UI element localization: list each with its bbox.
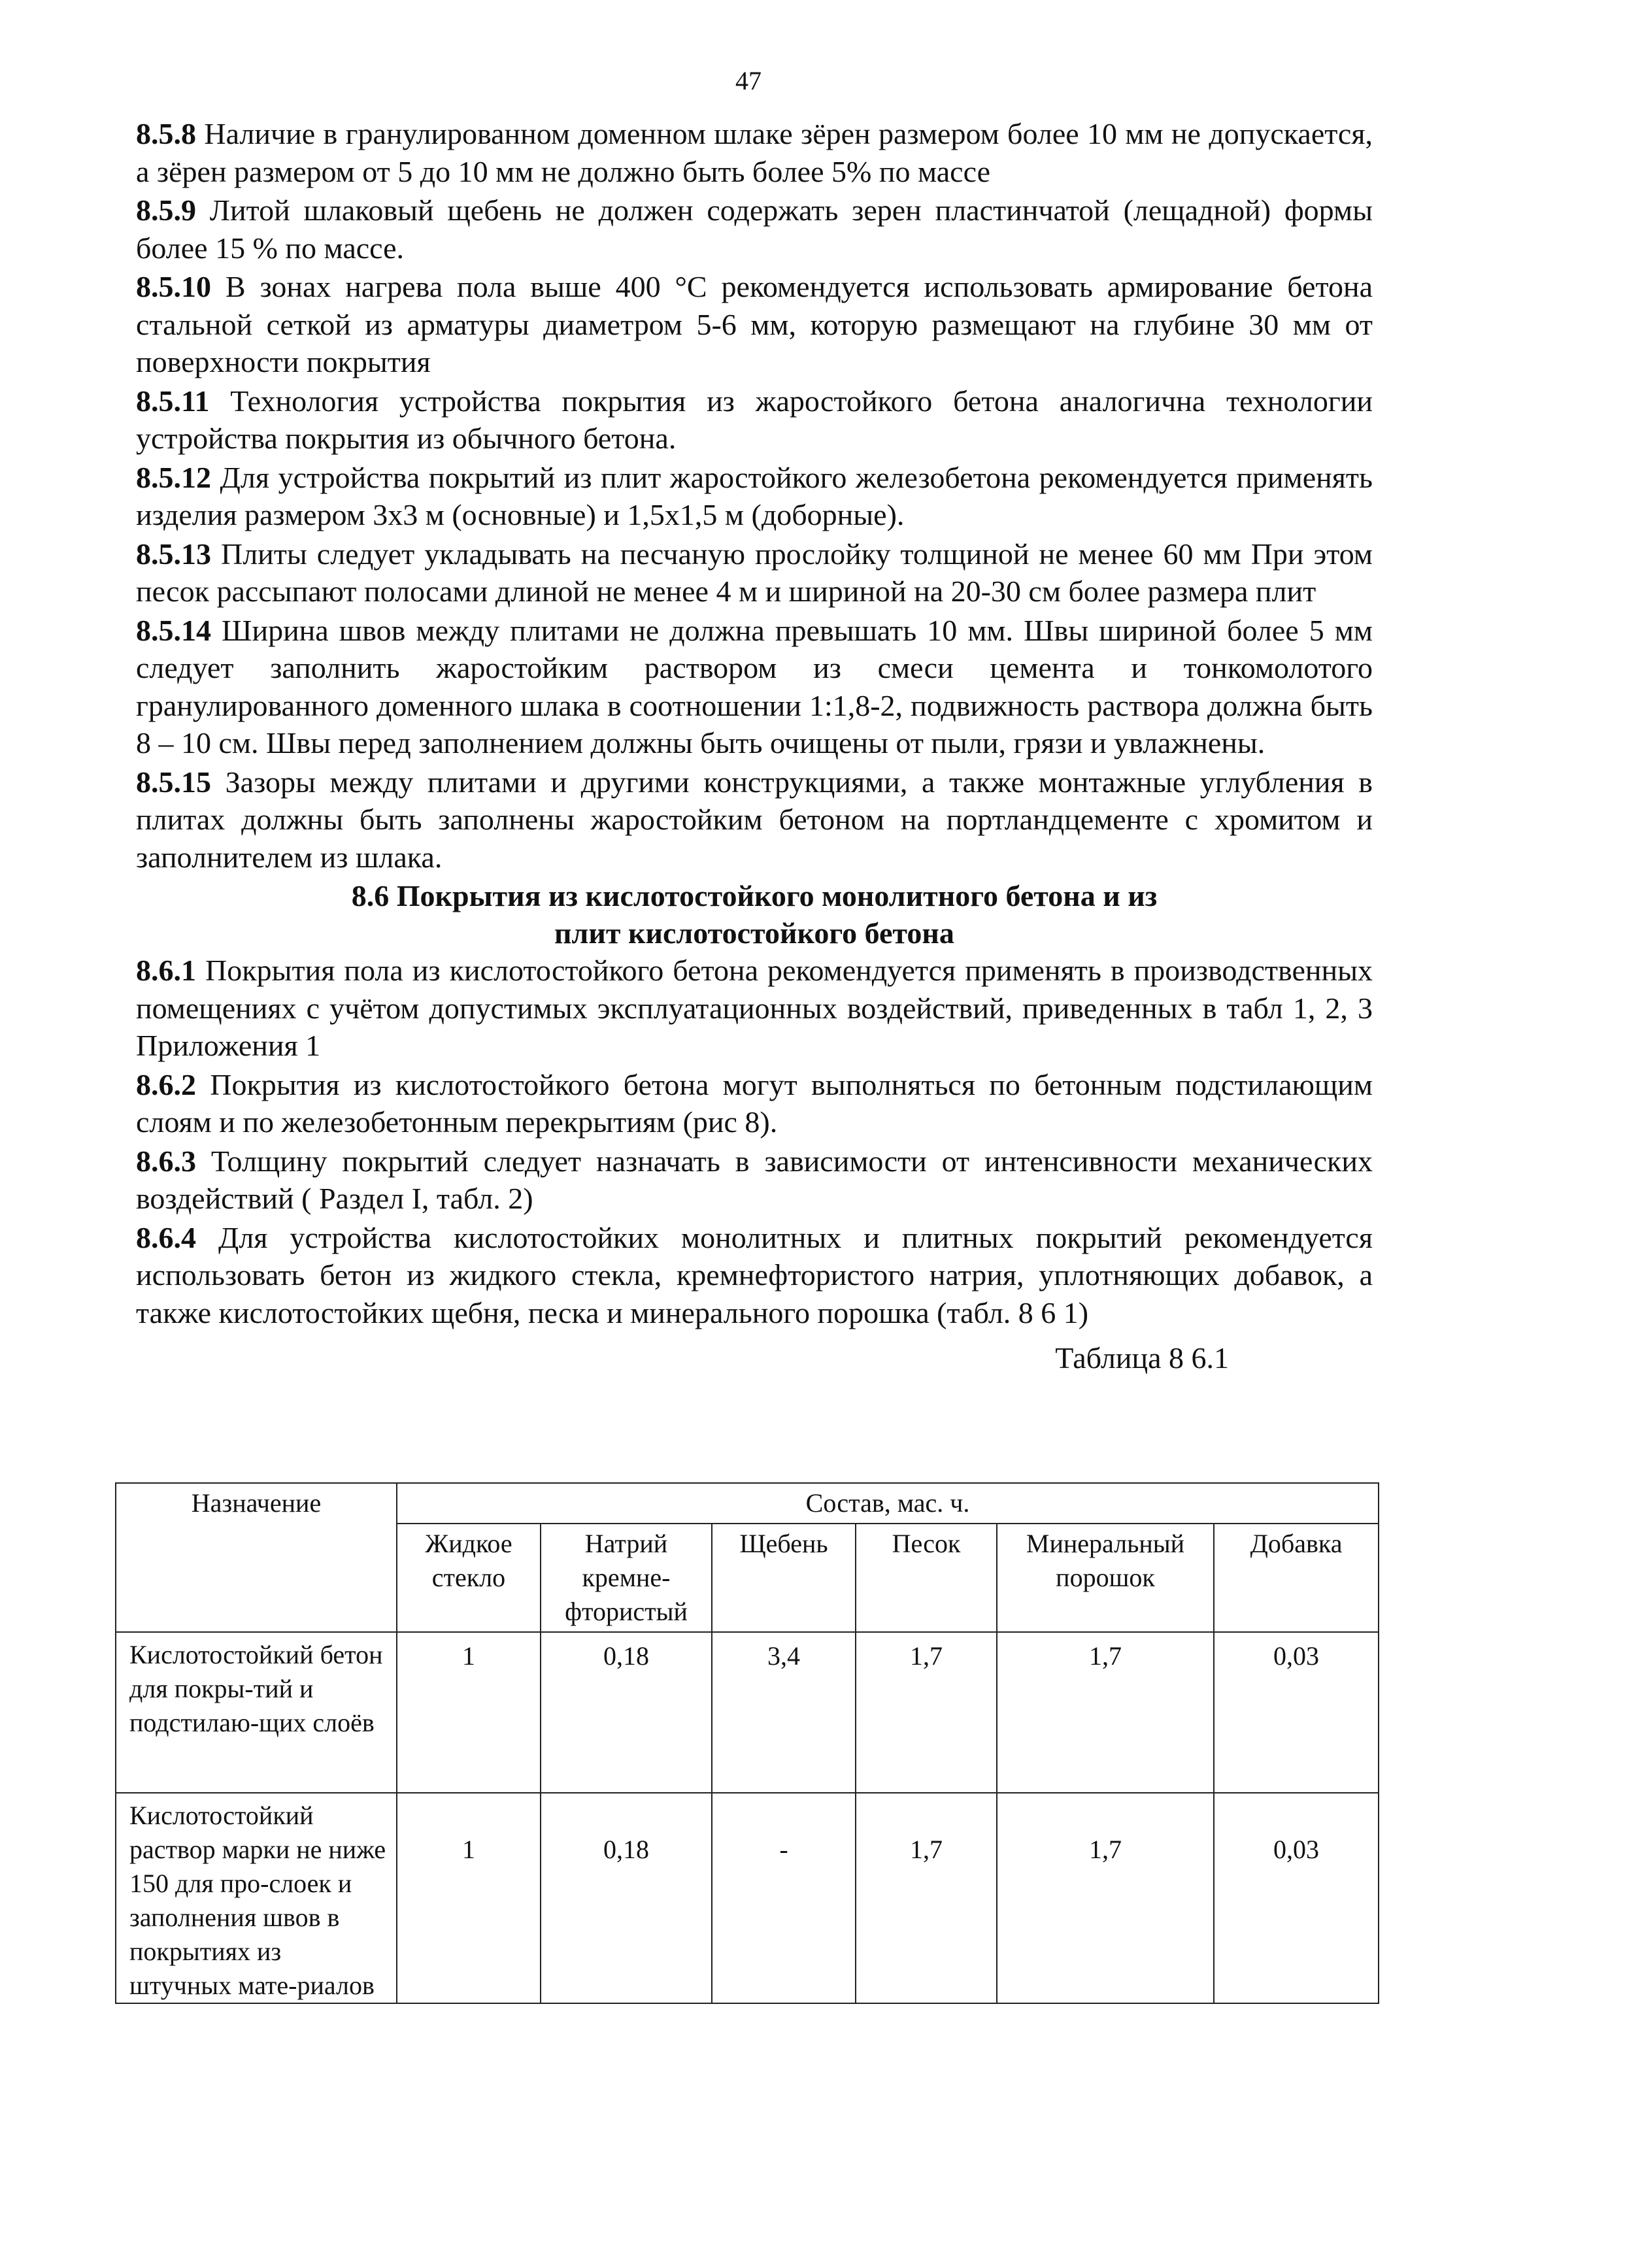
paragraph-8-5-10: 8.5.10 В зонах нагрева пола выше 400 °С рекомендуется использовать армирование бетона стальной сеткой из арматуры диаметром 5-6 мм, которую размещают на глубине 30 мм от поверхности покрытия (136, 270, 1373, 378)
table-header-col: Жидкое стекло (397, 1524, 541, 1632)
table-header-col: Минеральный порошок (997, 1524, 1214, 1632)
table-cell: 1 (397, 1793, 541, 2003)
table-cell-name: Кислотостойкий раствор марки не ниже 150 для про-слоек и заполнения швов в покрытиях из штучных мате-риалов (116, 1793, 397, 2003)
table-header-col: Песок (856, 1524, 997, 1632)
paragraph-8-6-2: 8.6.2 Покрытия из кислотостойкого бетона могут выполняться по бетонным подстилающим слоям и по железобетонным перекрытиям (рис 8). (136, 1067, 1373, 1139)
section-heading-line2: плит кислотостойкого бетона (554, 916, 954, 950)
paragraph-8-5-12: 8.5.12 Для устройства покрытий из плит жаростойкого железобетона рекомендуется применять изделия размером 3х3 м (основные) и 1,5х1,5 м (доборные). (136, 460, 1373, 531)
paragraph-8-5-11: 8.5.11 Технология устройства покрытия из жаростойкого бетона аналогична технологии устройства покрытия из обычного бетона. (136, 384, 1373, 455)
table-header-col: Натрий кремне-фтористый (541, 1524, 712, 1632)
document-body (136, 115, 1373, 1377)
table-cell: 1,7 (997, 1793, 1214, 2003)
paragraph-8-6-3: 8.6.3 Толщину покрытий следует назначать в зависимости от интенсивности механических воздействий ( Раздел I, табл. 2) (136, 1144, 1373, 1215)
table-cell: 1,7 (856, 1793, 997, 2003)
composition-table (115, 1482, 1379, 2004)
table-cell: 0,18 (541, 1632, 712, 1793)
paragraph-8-5-8: 8.5.8 Наличие в гранулированном доменном шлаке зёрен размером более 10 мм не допускается, а зёрен размером от 5 до 10 мм не должно быть более 5% по массе (136, 117, 1373, 188)
table-cell: 3,4 (712, 1632, 856, 1793)
page-number: 47 (735, 66, 762, 95)
table-row (116, 1632, 1379, 1793)
section-heading (136, 877, 1373, 952)
table-header-row (116, 1483, 1379, 1524)
paragraph-8-6-1: 8.6.1 Покрытия пола из кислотостойкого бетона рекомендуется применять в производственных помещениях с учётом допустимых эксплуатационных воздействий, приведенных в табл 1, 2, 3 Приложения 1 (136, 954, 1373, 1062)
paragraph-8-5-9: 8.5.9 Литой шлаковый щебень не должен содержать зерен пластинчатой (лещадной) формы более 15 % по массе. (136, 193, 1373, 265)
paragraph-8-5-15: 8.5.15 Зазоры между плитами и другими конструкциями, а также монтажные углубления в плитах должны быть заполнены жаростойким бетоном на портландцементе с хромитом и заполнителем из шлака. (136, 765, 1373, 874)
table-header-col: Добавка (1214, 1524, 1379, 1632)
table-cell: 1 (397, 1632, 541, 1793)
paragraph-8-5-13: 8.5.13 Плиты следует укладывать на песчаную прослойку толщиной не менее 60 мм При этом песок рассыпают полосами длиной не менее 4 м и шириной на 20-30 см более размера плит (136, 537, 1373, 608)
table-header-composition: Состав, мас. ч. (397, 1483, 1379, 1524)
section-heading-line1: 8.6 Покрытия из кислотостойкого монолитного бетона и из (351, 879, 1158, 912)
paragraph-8-6-4: 8.6.4 Для устройства кислотостойких монолитных и плитных покрытий рекомендуется использовать бетон из жидкого стекла, кремнефтористого натрия, уплотняющих добавок, а также кислотостойких щебня, песка и минерального порошка (табл. 8 6 1) (136, 1220, 1373, 1329)
table-cell-name: Кислотостойкий бетон для покры-тий и подстилаю-щих слоёв (116, 1632, 397, 1793)
table-header-purpose: Назначение (116, 1483, 397, 1632)
table-cell: 0,03 (1214, 1793, 1379, 2003)
table-cell: 0,03 (1214, 1632, 1379, 1793)
table-cell: 0,18 (541, 1793, 712, 2003)
table-cell: - (712, 1793, 856, 2003)
table-caption: Таблица 8 6.1 (1055, 1341, 1229, 1375)
table-header-col: Щебень (712, 1524, 856, 1632)
paragraph-8-5-14: 8.5.14 Ширина швов между плитами не должна превышать 10 мм. Швы шириной более 5 мм следует заполнить жаростойким раствором из смеси цемента и тонкомолотого гранулированного доменного шлака в соотношении 1:1,8-2, подвижность раствора должна быть 8 – 10 см. Швы перед заполнением должны быть очищены от пыли, грязи и увлажнены. (136, 613, 1373, 759)
table-cell: 1,7 (856, 1632, 997, 1793)
table-cell: 1,7 (997, 1632, 1214, 1793)
table-row (116, 1793, 1379, 2003)
